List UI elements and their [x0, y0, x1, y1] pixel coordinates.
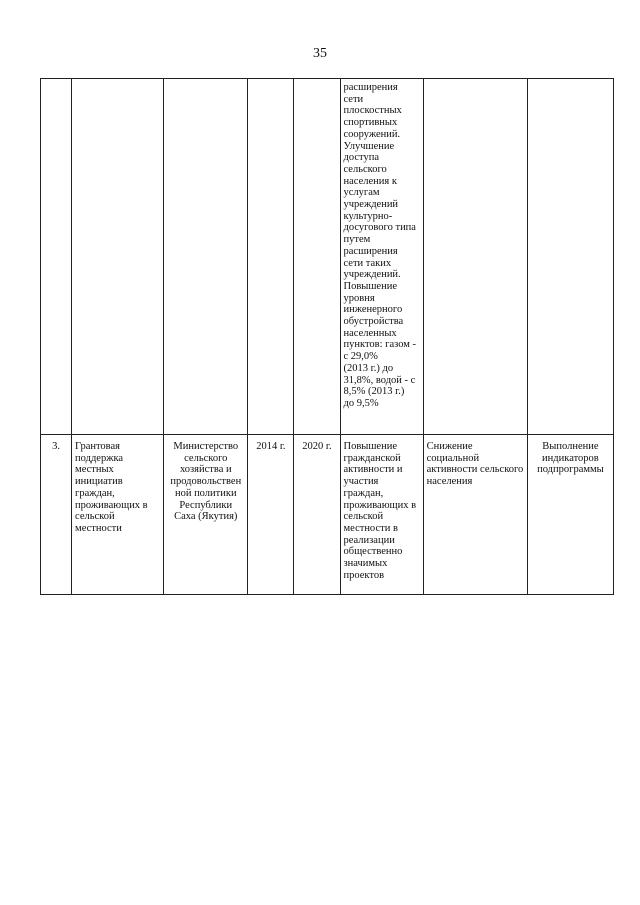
result-line: спортивных: [343, 117, 398, 129]
risk-line: социальной: [426, 452, 480, 464]
table-row: [41, 435, 614, 595]
page-number: 35: [313, 46, 327, 61]
executor-line: хозяйства и: [179, 464, 232, 476]
result-line: плоскостных: [343, 105, 402, 117]
result-line: проектов: [343, 569, 385, 581]
cell-result: [340, 435, 423, 595]
result-line: местности в: [343, 522, 398, 534]
cell-end: 2020 г.: [294, 435, 340, 595]
result-line: инженерного: [343, 304, 403, 316]
result-line: доступа: [343, 152, 379, 164]
result-line: учреждений: [343, 199, 399, 211]
cell-name: [72, 435, 164, 595]
name-line: сельской: [75, 511, 115, 523]
result-line: 8,5% (2013 г.): [343, 386, 405, 398]
cell-num: 3.: [41, 435, 72, 595]
cell-result: [340, 79, 423, 435]
name-line: инициатив: [75, 476, 123, 488]
name-line: местных: [75, 464, 114, 476]
cell-executor: [164, 79, 248, 435]
result-line: граждан,: [343, 487, 384, 499]
result-line: Улучшение: [343, 140, 395, 152]
executor-line: Республики: [179, 499, 233, 511]
result-line: с 29,0%: [343, 351, 378, 363]
result-line: учреждений.: [343, 269, 401, 281]
name-line: Грантовая: [75, 441, 120, 452]
cell-link: [527, 79, 613, 435]
result-line: проживающих в: [343, 499, 417, 511]
cell-executor: [164, 435, 248, 595]
result-line: культурно-: [343, 210, 393, 222]
risk-line: активности сельского: [426, 464, 524, 476]
name-line: поддержка: [75, 452, 124, 464]
risk-line: населения: [426, 476, 473, 488]
result-line: сельской: [343, 511, 384, 523]
result-line: обустройства: [343, 316, 404, 328]
result-line: Повышение: [343, 280, 397, 292]
link-line: индикаторов: [542, 452, 599, 464]
risk-line: Снижение: [426, 441, 473, 452]
cell-end: [294, 79, 340, 435]
cell-name: [72, 79, 164, 435]
result-line: общественно: [343, 546, 403, 558]
cell-start: 2014 г.: [248, 435, 294, 595]
result-line: гражданской: [343, 452, 401, 464]
result-line: уровня: [343, 292, 375, 304]
result-line: сети таких: [343, 257, 392, 269]
result-line: населения к: [343, 175, 397, 187]
result-line: до 9,5%: [343, 397, 379, 409]
result-line: реализации: [343, 534, 395, 546]
measures-table: [40, 78, 614, 595]
result-line: 31,8%, водой - с: [343, 374, 416, 386]
link-line: подпрограммы: [537, 464, 604, 476]
table-row: [41, 79, 614, 435]
link-line: Выполнение: [542, 441, 599, 452]
result-line: услугам: [343, 187, 380, 199]
name-line: местности: [75, 522, 122, 534]
cell-risk: [423, 435, 527, 595]
result-line: пунктов: газом -: [343, 339, 417, 351]
result-line: сельского: [343, 163, 387, 175]
result-line: населенных: [343, 327, 397, 339]
executor-line: ной политики: [174, 487, 237, 499]
cell-num: [41, 79, 72, 435]
executor-line: продовольствен: [170, 476, 242, 488]
name-line: проживающих в: [75, 499, 148, 511]
result-line: досугового типа: [343, 222, 416, 234]
cell-link: [527, 435, 613, 595]
cell-risk: [423, 79, 527, 435]
executor-line: Саха (Якутия): [174, 511, 238, 523]
result-line: путем: [343, 234, 371, 246]
result-line: активности и: [343, 464, 403, 476]
result-line: (2013 г.) до: [343, 362, 394, 374]
result-line: сети: [343, 93, 364, 105]
result-line: расширения: [343, 245, 398, 257]
result-line: значимых: [343, 558, 388, 570]
cell-start: [248, 79, 294, 435]
name-line: граждан,: [75, 487, 115, 499]
result-line: участия: [343, 476, 379, 488]
result-line: сооружений.: [343, 128, 401, 140]
result-line: расширения: [343, 82, 398, 93]
result-line: Повышение: [343, 441, 397, 452]
executor-line: сельского: [184, 452, 228, 464]
executor-line: Министерство: [173, 441, 239, 452]
